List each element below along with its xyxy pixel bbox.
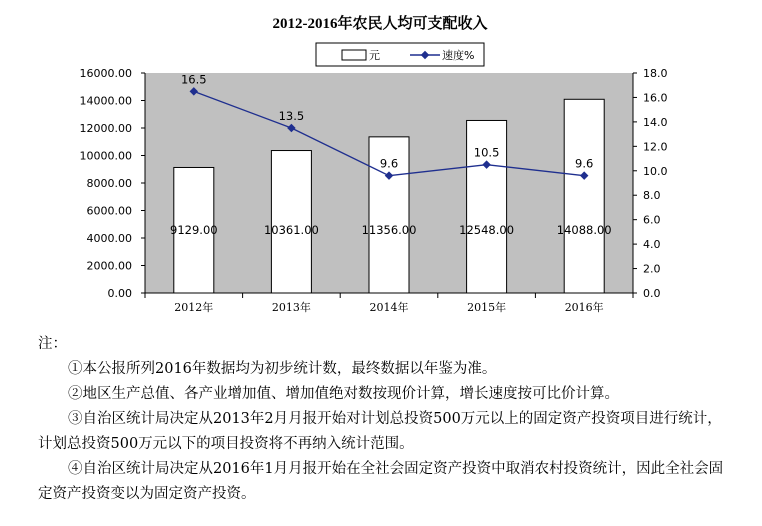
left-tick-label: 0.00	[107, 287, 132, 300]
bar-value-label: 12548.00	[459, 223, 515, 237]
left-tick-label: 4000.00	[86, 232, 132, 245]
legend-line-label: 速度%	[442, 49, 475, 62]
right-tick-label: 14.0	[643, 115, 668, 129]
x-tick-label: 2014年	[369, 301, 409, 314]
bar	[271, 151, 311, 293]
right-tick-label: 4.0	[643, 238, 661, 252]
right-tick-label: 18.0	[643, 67, 668, 80]
x-tick-label: 2016年	[564, 301, 604, 314]
bar-value-label: 14088.00	[556, 223, 612, 237]
legend	[316, 43, 484, 66]
bar-value-label: 10361.00	[263, 223, 319, 237]
line-value-label: 10.5	[473, 145, 500, 160]
x-tick-label: 2013年	[271, 301, 311, 314]
right-tick-label: 10.0	[643, 164, 668, 178]
bar-value-label: 9129.00	[170, 223, 218, 237]
line-value-label: 16.5	[180, 72, 207, 87]
line-value-label: 9.6	[379, 156, 399, 171]
right-axis	[633, 67, 668, 300]
note-item: ①本公报所列2016年数据均为初步统计数，最终数据以年鉴为准。	[68, 361, 497, 377]
bar-value-label: 11356.00	[361, 223, 417, 237]
line-value-label: 13.5	[278, 109, 305, 123]
left-tick-label: 8000.00	[86, 177, 132, 190]
legend-bar-label: 元	[369, 49, 380, 62]
notes-heading: 注：	[38, 336, 67, 352]
right-tick-label: 16.0	[643, 91, 668, 105]
left-tick-label: 16000.00	[79, 67, 132, 80]
right-tick-label: 12.0	[643, 140, 668, 154]
legend-bar-swatch	[342, 50, 366, 60]
right-tick-label: 0.0	[643, 287, 661, 300]
note-item: ④自治区统计局决定从2016年1月月报开始在全社会固定资产投资中取消农村投资统计，因此全社会固定资产投资变以为固定资产投资。	[38, 461, 724, 502]
chart-title: 2012-2016年农民人均可支配收入	[272, 16, 488, 32]
left-tick-label: 14000.00	[79, 94, 132, 108]
notes	[38, 332, 728, 507]
x-tick-label: 2015年	[467, 301, 507, 314]
note-item: ②地区生产总值、各产业增加值、增加值绝对数按现价计算，增长速度按可比价计算。	[68, 386, 619, 402]
left-tick-label: 10000.00	[79, 149, 132, 163]
right-tick-label: 2.0	[643, 262, 661, 276]
right-tick-label: 8.0	[643, 189, 661, 203]
left-tick-label: 12000.00	[79, 122, 132, 135]
x-axis	[145, 293, 633, 314]
left-axis	[80, 67, 146, 300]
bar	[564, 99, 604, 293]
note-item: ③自治区统计局决定从2013年2月月报开始对计划总投资500万元以上的固定资产投资项目进行统计，计划总投资500万元以下的项目投资将不再纳入统计范围。	[38, 411, 722, 452]
left-tick-label: 2000.00	[86, 259, 132, 273]
right-tick-label: 6.0	[643, 213, 661, 227]
x-tick-label: 2012年	[174, 301, 214, 314]
left-tick-label: 6000.00	[86, 204, 132, 218]
line-value-label: 9.6	[575, 156, 594, 171]
